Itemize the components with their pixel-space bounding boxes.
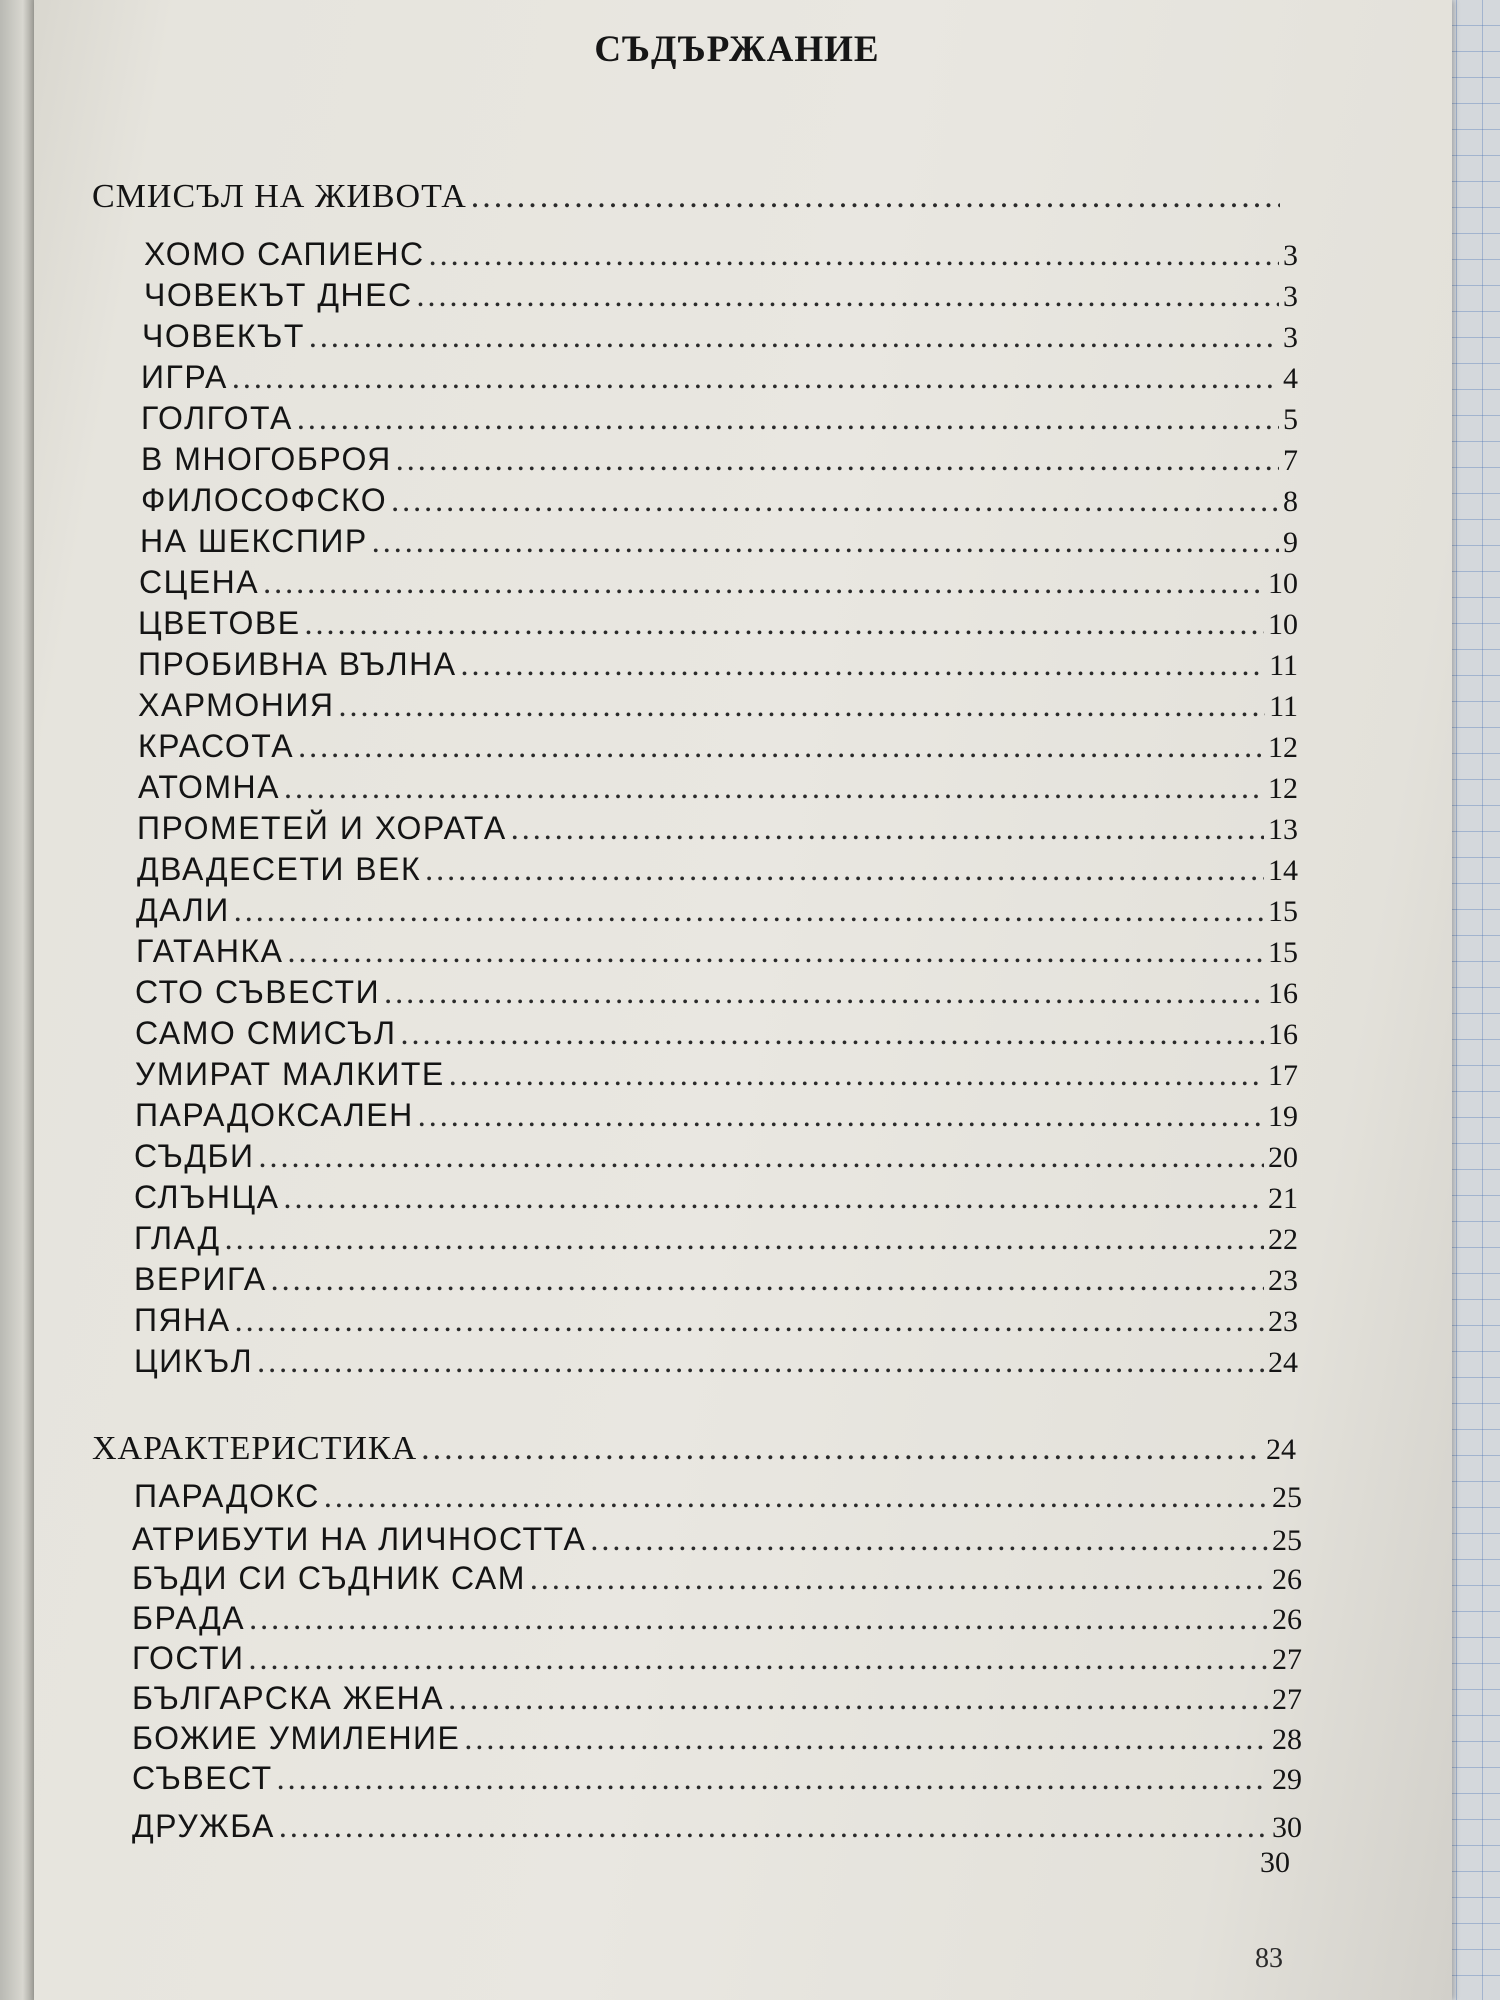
toc-entry-row (134, 1179, 1298, 1216)
toc-entry-row (135, 1097, 1298, 1134)
toc-entry-row (132, 1760, 1302, 1797)
toc-entry-row (132, 1720, 1302, 1757)
entry-page-number: 30 (1260, 1846, 1290, 1879)
entry-title: БРАДА (132, 1600, 246, 1636)
toc-entry-row (141, 441, 1298, 478)
toc-entry-row (134, 1220, 1298, 1257)
dot-leader (461, 646, 1266, 683)
entry-page-number: 5 (1283, 403, 1298, 436)
entry-title: СЦЕНА (139, 564, 260, 600)
entry-title: КРАСОТА (138, 728, 295, 764)
dot-leader (324, 1478, 1268, 1515)
dot-leader (425, 851, 1264, 888)
entry-page-number: 20 (1268, 1141, 1298, 1174)
dot-leader (284, 769, 1264, 806)
entry-page-number: 8 (1283, 485, 1298, 518)
entry-page-number: 16 (1268, 977, 1298, 1010)
entry-page-number: 30 (1272, 1811, 1302, 1844)
entry-page-number: 7 (1283, 444, 1298, 477)
entry-page-number: 24 (1268, 1346, 1298, 1379)
dot-leader (259, 1138, 1264, 1175)
toc-entry-row (138, 728, 1298, 765)
toc-entry-row (134, 1343, 1298, 1380)
page-title: СЪДЪРЖАНИЕ (594, 29, 880, 70)
toc-entry-row (132, 1521, 1302, 1558)
entry-page-number: 21 (1268, 1182, 1298, 1215)
toc-entry-row (142, 318, 1298, 355)
entry-title: ЧОВЕКЪТ ДНЕС (144, 277, 413, 313)
entry-title: ДРУЖБА (132, 1808, 275, 1844)
toc-entry-row (134, 1478, 1302, 1515)
toc-entry-row (134, 1261, 1298, 1298)
toc-entry-row (135, 974, 1298, 1011)
entry-title: УМИРАТ МАЛКИТЕ (135, 1056, 445, 1092)
dot-leader (271, 1261, 1264, 1298)
dot-leader (277, 1760, 1268, 1797)
trailing-page-number (1260, 1846, 1290, 1880)
entry-page-number: 25 (1272, 1481, 1302, 1514)
dot-leader (298, 728, 1264, 765)
entry-page-number: 19 (1268, 1100, 1298, 1133)
entry-page-number: 27 (1272, 1683, 1302, 1716)
toc-entry-row (137, 851, 1298, 888)
entry-page-number: 16 (1268, 1018, 1298, 1051)
toc-entry-row (137, 810, 1298, 847)
entry-title: ХАРМОНИЯ (138, 687, 335, 723)
entry-title: ВЕРИГА (134, 1261, 267, 1297)
entry-title: ИГРА (141, 359, 228, 395)
entry-page-number: 25 (1272, 1524, 1302, 1557)
dot-leader (449, 1056, 1264, 1093)
toc-entry-row (139, 564, 1298, 601)
dot-leader (257, 1343, 1264, 1380)
entry-title: БОЖИЕ УМИЛЕНИЕ (132, 1720, 461, 1756)
toc-entry-row (138, 646, 1298, 683)
entry-page-number: 3 (1283, 280, 1298, 313)
dot-leader (225, 1220, 1264, 1257)
dot-leader (417, 277, 1279, 314)
entry-title: ГАТАНКА (136, 933, 284, 969)
dot-leader (384, 974, 1264, 1011)
toc-entry-row (132, 1560, 1302, 1597)
toc-entry-row (141, 400, 1298, 437)
dot-leader (287, 933, 1264, 970)
dot-leader (530, 1560, 1268, 1597)
dot-leader (234, 892, 1264, 929)
dot-leader (249, 1600, 1268, 1637)
dot-leader (297, 400, 1279, 437)
entry-title: АТОМНА (138, 769, 280, 805)
entry-page-number: 9 (1283, 526, 1298, 559)
entry-title: ПРОБИВНА ВЪЛНА (138, 646, 457, 682)
dot-leader (396, 441, 1279, 478)
dot-leader (235, 1302, 1264, 1339)
entry-title: ПАРАДОКСАЛЕН (135, 1097, 414, 1133)
dot-leader (279, 1808, 1268, 1845)
toc-entry-row (135, 1056, 1298, 1093)
entry-title: ГОСТИ (132, 1640, 245, 1676)
dot-leader (590, 1521, 1268, 1558)
entry-page-number: 10 (1268, 567, 1298, 600)
toc-entry-row (135, 1015, 1298, 1052)
toc-section-row (92, 1430, 1296, 1468)
toc-entry-row (132, 1808, 1302, 1845)
entry-page-number: 12 (1268, 731, 1298, 764)
toc-entry-row (140, 523, 1298, 560)
previous-page-edge (0, 0, 38, 2000)
page-number: 83 (1255, 1943, 1283, 1974)
entry-page-number: 26 (1272, 1563, 1302, 1596)
entry-title: БЪДИ СИ СЪДНИК САМ (132, 1560, 526, 1596)
entry-page-number: 26 (1272, 1603, 1302, 1636)
entry-page-number: 3 (1283, 321, 1298, 354)
entry-title: ГЛАД (134, 1220, 221, 1256)
toc-entry-row (141, 359, 1298, 396)
toc-entry-row (138, 769, 1298, 806)
entry-title: СЪДБИ (134, 1138, 255, 1174)
toc-entry-row (138, 605, 1298, 642)
entry-page-number: 3 (1283, 239, 1298, 272)
entry-title: ЦИКЪЛ (134, 1343, 254, 1379)
entry-title: СЪВЕСТ (132, 1760, 273, 1796)
dot-leader (309, 318, 1279, 355)
entry-page-number: 29 (1272, 1763, 1302, 1796)
toc-entry-row (138, 687, 1298, 724)
entry-page-number: 27 (1272, 1643, 1302, 1676)
entry-page-number: 23 (1268, 1305, 1298, 1338)
toc-entry-row (134, 1138, 1298, 1175)
entry-title: ЧОВЕКЪТ (142, 318, 305, 354)
entry-title: ПАРАДОКС (134, 1478, 320, 1514)
dot-leader (421, 1430, 1262, 1468)
dot-leader (232, 359, 1279, 396)
dot-leader (249, 1640, 1268, 1677)
toc-entry-row (132, 1600, 1302, 1637)
toc-entry-row (134, 1302, 1298, 1339)
entry-title: ПРОМЕТЕЙ И ХОРАТА (137, 810, 507, 846)
entry-page-number: 15 (1268, 895, 1298, 928)
entry-title: ФИЛОСОФСКО (141, 482, 388, 518)
entry-page-number: 4 (1283, 362, 1298, 395)
entry-page-number: 15 (1268, 936, 1298, 969)
entry-title: ХОМО САПИЕНС (144, 236, 425, 272)
book-page (34, 0, 1452, 2000)
dot-leader (464, 1720, 1268, 1757)
entry-title: В МНОГОБРОЯ (141, 441, 392, 477)
dot-leader (284, 1179, 1265, 1216)
entry-page-number: 24 (1266, 1433, 1296, 1466)
entry-title: БЪЛГАРСКА ЖЕНА (132, 1680, 445, 1716)
dot-leader (372, 523, 1279, 560)
entry-title: ДВАДЕСЕТИ ВЕК (137, 851, 422, 887)
dot-leader (263, 564, 1264, 601)
entry-title: ЦВЕТОВЕ (138, 605, 301, 641)
toc-entry-row (144, 277, 1298, 314)
dot-leader (338, 687, 1265, 724)
entry-page-number: 13 (1268, 813, 1298, 846)
entry-title: НА ШЕКСПИР (140, 523, 368, 559)
section-title: ХАРАКТЕРИСТИКА (92, 1430, 418, 1467)
entry-title: ПЯНА (134, 1302, 231, 1338)
section-title: СМИСЪЛ НА ЖИВОТА (92, 178, 467, 215)
dot-leader (391, 482, 1279, 519)
entry-page-number: 23 (1268, 1264, 1298, 1297)
dot-leader (418, 1097, 1264, 1134)
entry-title: ДАЛИ (136, 892, 230, 928)
entry-title: ГОЛГОТА (141, 400, 293, 436)
entry-title: СЛЪНЦА (134, 1179, 280, 1215)
dot-leader (400, 1015, 1264, 1052)
entry-page-number: 17 (1268, 1059, 1298, 1092)
toc-entry-row (132, 1640, 1302, 1677)
toc-entry-row (132, 1680, 1302, 1717)
entry-page-number: 11 (1269, 690, 1298, 723)
entry-page-number: 10 (1268, 608, 1298, 641)
toc-entry-row (141, 482, 1298, 519)
toc-entry-row (136, 892, 1298, 929)
entry-title: АТРИБУТИ НА ЛИЧНОСТТА (132, 1521, 587, 1557)
entry-page-number: 28 (1272, 1723, 1302, 1756)
entry-page-number: 22 (1268, 1223, 1298, 1256)
dot-leader (429, 236, 1279, 273)
toc-section-row (92, 178, 1284, 216)
toc-entry-row (136, 933, 1298, 970)
dot-leader (511, 810, 1264, 847)
dot-leader (471, 178, 1280, 216)
dot-leader (305, 605, 1264, 642)
entry-page-number: 11 (1269, 649, 1298, 682)
dot-leader (448, 1680, 1268, 1717)
entry-title: СТО СЪВЕСТИ (135, 974, 381, 1010)
toc-entry-row (144, 236, 1298, 273)
entry-page-number: 12 (1268, 772, 1298, 805)
entry-title: САМО СМИСЪЛ (135, 1015, 397, 1051)
entry-page-number: 14 (1268, 854, 1298, 887)
table-of-contents (34, 0, 1452, 2000)
